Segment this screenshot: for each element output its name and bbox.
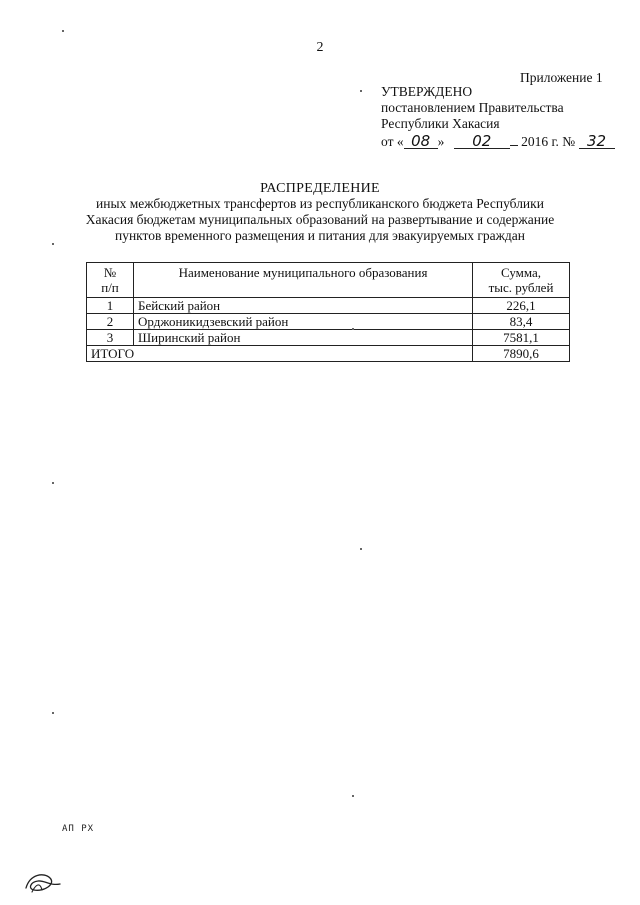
approval-date-line xyxy=(381,134,615,150)
total-label: ИТОГО xyxy=(87,346,473,362)
table-total-row xyxy=(87,346,570,362)
scan-speck xyxy=(62,30,64,32)
row-num: 2 xyxy=(87,314,134,330)
footer-code: АП РХ xyxy=(62,824,95,834)
approved-by-region: Республики Хакасия xyxy=(381,116,500,131)
scan-speck xyxy=(360,90,362,92)
document-title: РАСПРЕДЕЛЕНИЕ xyxy=(260,181,380,196)
header-num: № п/п xyxy=(87,263,134,298)
appendix-label: Приложение 1 xyxy=(520,70,603,85)
header-sum: Сумма, тыс. рублей xyxy=(473,263,570,298)
row-num: 3 xyxy=(87,330,134,346)
subtitle-line: иных межбюджетных трансфертов из республиканского бюджета Республики xyxy=(96,196,544,211)
table-row xyxy=(87,314,570,330)
allocation-table xyxy=(86,262,570,362)
row-sum: 226,1 xyxy=(473,298,570,314)
table-header-row xyxy=(87,263,570,298)
total-sum: 7890,6 xyxy=(473,346,570,362)
date-mid: » xyxy=(437,134,445,149)
scan-speck xyxy=(352,795,354,797)
handwritten-day: 08 xyxy=(404,134,438,149)
approved-by-line: постановлением Правительства xyxy=(381,100,564,115)
date-prefix: от « xyxy=(381,134,404,149)
header-name: Наименование муниципального образования xyxy=(134,263,473,298)
scan-speck xyxy=(352,328,354,330)
handwritten-number: 32 xyxy=(579,134,615,149)
signature-icon xyxy=(20,868,64,898)
scan-speck xyxy=(52,712,54,714)
subtitle-line: пунктов временного размещения и питания для эвакуируемых граждан xyxy=(114,228,526,243)
row-name: Орджоникидзевский район xyxy=(134,314,473,330)
year-and-number-label: 2016 г. № xyxy=(521,134,576,149)
page-number: 2 xyxy=(316,40,324,55)
row-sum: 83,4 xyxy=(473,314,570,330)
table-row xyxy=(87,330,570,346)
row-name: Ширинский район xyxy=(134,330,473,346)
scan-speck xyxy=(52,243,54,245)
subtitle-line: Хакасия бюджетам муниципальных образований на развертывание и содержание xyxy=(85,212,555,227)
row-num: 1 xyxy=(87,298,134,314)
handwritten-month: 02 xyxy=(454,134,510,149)
scan-speck xyxy=(360,548,362,550)
approved-stamp-text: УТВЕРЖДЕНО xyxy=(381,84,473,99)
scan-speck xyxy=(52,482,54,484)
row-name: Бейский район xyxy=(134,298,473,314)
row-sum: 7581,1 xyxy=(473,330,570,346)
table-row xyxy=(87,298,570,314)
